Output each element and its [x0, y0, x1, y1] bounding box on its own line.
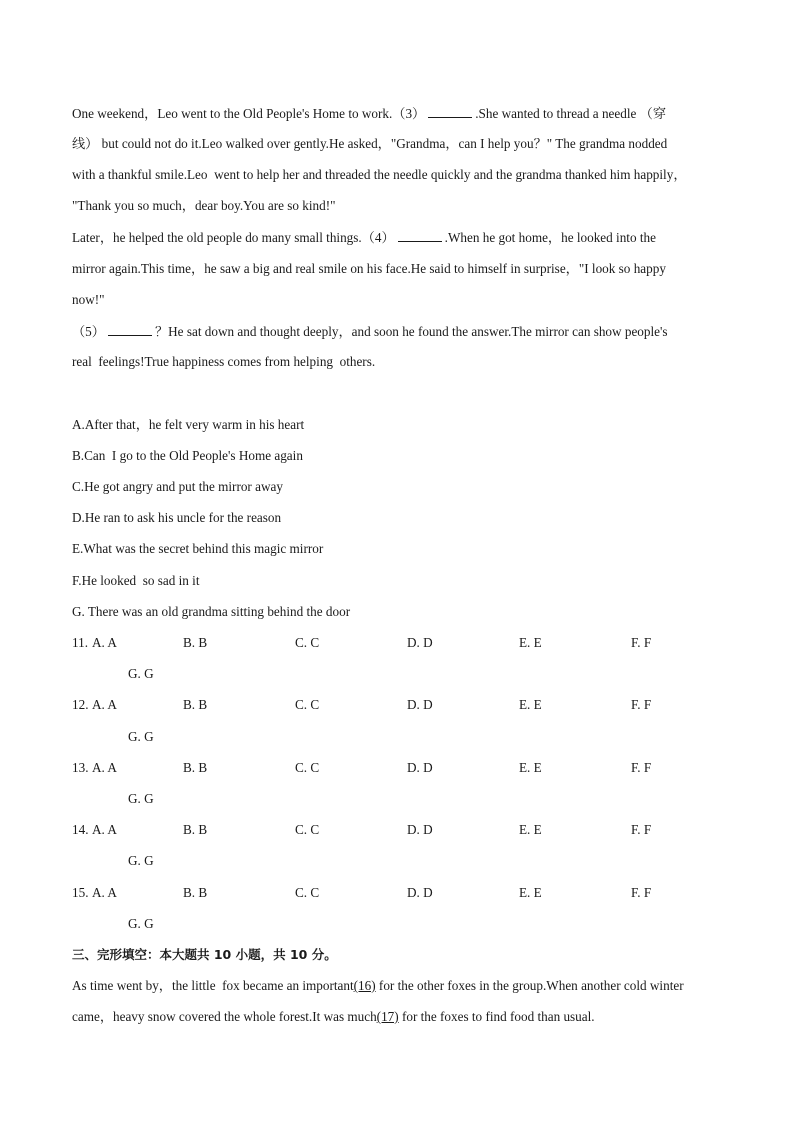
option-a[interactable]: A. A: [92, 822, 117, 837]
passage-line-6: mirror again.This time，he saw a big and real smile on his face.He said to himself in surprise，"I look so happy: [72, 261, 666, 276]
option-a[interactable]: A. A: [92, 635, 117, 650]
option-a[interactable]: A. A: [92, 697, 117, 712]
passage-line-8: [72, 323, 668, 340]
passage-line-9: real feelings!True happiness comes from helping others.: [72, 354, 376, 369]
choice-e: E.What was the secret behind this magic mirror: [72, 541, 324, 556]
question-15: [72, 885, 732, 901]
choice-a: A.After that，he felt very warm in his heart: [72, 417, 305, 432]
passage-text: .When he got home，he looked into the: [444, 230, 656, 245]
passage-text: Later，he helped the old people do many small things.（4）: [72, 230, 395, 245]
option-d[interactable]: D. D: [407, 822, 433, 837]
answer-blank-4: [398, 229, 442, 242]
question-12-cont: [72, 729, 732, 745]
passage-line-4: "Thank you so much，dear boy.You are so kind!": [72, 198, 336, 213]
choice-b: B.Can I go to the Old People's Home again: [72, 448, 303, 463]
option-a[interactable]: A. A: [92, 885, 117, 900]
question-number: 13.: [72, 760, 89, 775]
passage-text: .She wanted to thread a needle （穿: [475, 106, 667, 121]
question-number: 11.: [72, 635, 88, 650]
option-f[interactable]: F. F: [631, 822, 652, 837]
question-11: [72, 635, 732, 651]
cloze-text: As time went by，the little fox became an important: [72, 978, 354, 993]
question-number: 12.: [72, 697, 89, 712]
option-d[interactable]: D. D: [407, 697, 433, 712]
option-b[interactable]: B. B: [183, 885, 208, 900]
option-d[interactable]: D. D: [407, 885, 433, 900]
option-f[interactable]: F. F: [631, 635, 652, 650]
passage-text: One weekend，Leo went to the Old People's Home to work.（3）: [72, 106, 426, 121]
option-b[interactable]: B. B: [183, 635, 208, 650]
question-number: 14.: [72, 822, 89, 837]
question-13-cont: [72, 791, 732, 807]
option-b[interactable]: B. B: [183, 697, 208, 712]
question-14: [72, 822, 732, 838]
passage-line-2: 线） but could not do it.Leo walked over gently.He asked，"Grandma，can I help you？" The grandma nodded: [72, 136, 668, 151]
passage-line-7: now!": [72, 292, 105, 307]
question-number: 15.: [72, 885, 89, 900]
blank-number-17: (17): [376, 1009, 399, 1024]
choice-f: F.He looked so sad in it: [72, 573, 200, 588]
option-e[interactable]: E. E: [519, 885, 542, 900]
option-c[interactable]: C. C: [295, 697, 320, 712]
option-f[interactable]: F. F: [631, 697, 652, 712]
option-e[interactable]: E. E: [519, 635, 542, 650]
option-a[interactable]: A. A: [92, 760, 117, 775]
option-g[interactable]: G. G: [128, 729, 154, 744]
passage-line-1: [72, 105, 666, 122]
answer-blank-3: [428, 105, 472, 118]
option-g[interactable]: G. G: [128, 666, 154, 681]
option-b[interactable]: B. B: [183, 760, 208, 775]
option-e[interactable]: E. E: [519, 760, 542, 775]
option-g[interactable]: G. G: [128, 853, 154, 868]
option-e[interactable]: E. E: [519, 697, 542, 712]
question-15-cont: [72, 916, 732, 932]
option-g[interactable]: G. G: [128, 916, 154, 931]
question-11-cont: [72, 666, 732, 682]
option-c[interactable]: C. C: [295, 635, 320, 650]
section-heading: 三、完形填空：本大题共 10 小题，共 10 分。: [72, 947, 337, 962]
option-b[interactable]: B. B: [183, 822, 208, 837]
option-c[interactable]: C. C: [295, 885, 320, 900]
option-f[interactable]: F. F: [631, 885, 652, 900]
option-c[interactable]: C. C: [295, 760, 320, 775]
question-14-cont: [72, 853, 732, 869]
choice-d: D.He ran to ask his uncle for the reason: [72, 510, 282, 525]
cloze-line-2: [72, 1009, 595, 1025]
option-f[interactable]: F. F: [631, 760, 652, 775]
passage-text: （5）: [72, 324, 105, 339]
option-e[interactable]: E. E: [519, 822, 542, 837]
cloze-text: came，heavy snow covered the whole forest.It was much: [72, 1009, 377, 1024]
cloze-line-1: [72, 978, 684, 994]
blank-number-16: (16): [353, 978, 376, 993]
question-12: [72, 697, 732, 713]
passage-text: ？He sat down and thought deeply，and soon he found the answer.The mirror can show people's: [154, 324, 668, 339]
answer-blank-5: [108, 323, 152, 336]
cloze-text: for the foxes to find food than usual.: [398, 1009, 595, 1024]
option-d[interactable]: D. D: [407, 635, 433, 650]
cloze-text: for the other foxes in the group.When another cold winter: [375, 978, 684, 993]
passage-line-5: [72, 229, 656, 246]
question-13: [72, 760, 732, 776]
choice-c: C.He got angry and put the mirror away: [72, 479, 283, 494]
option-d[interactable]: D. D: [407, 760, 433, 775]
passage-line-3: with a thankful smile.Leo went to help her and threaded the needle quickly and the grandma thanked him happily，: [72, 167, 687, 182]
option-g[interactable]: G. G: [128, 791, 154, 806]
choice-g: G. There was an old grandma sitting behind the door: [72, 604, 351, 619]
option-c[interactable]: C. C: [295, 822, 320, 837]
